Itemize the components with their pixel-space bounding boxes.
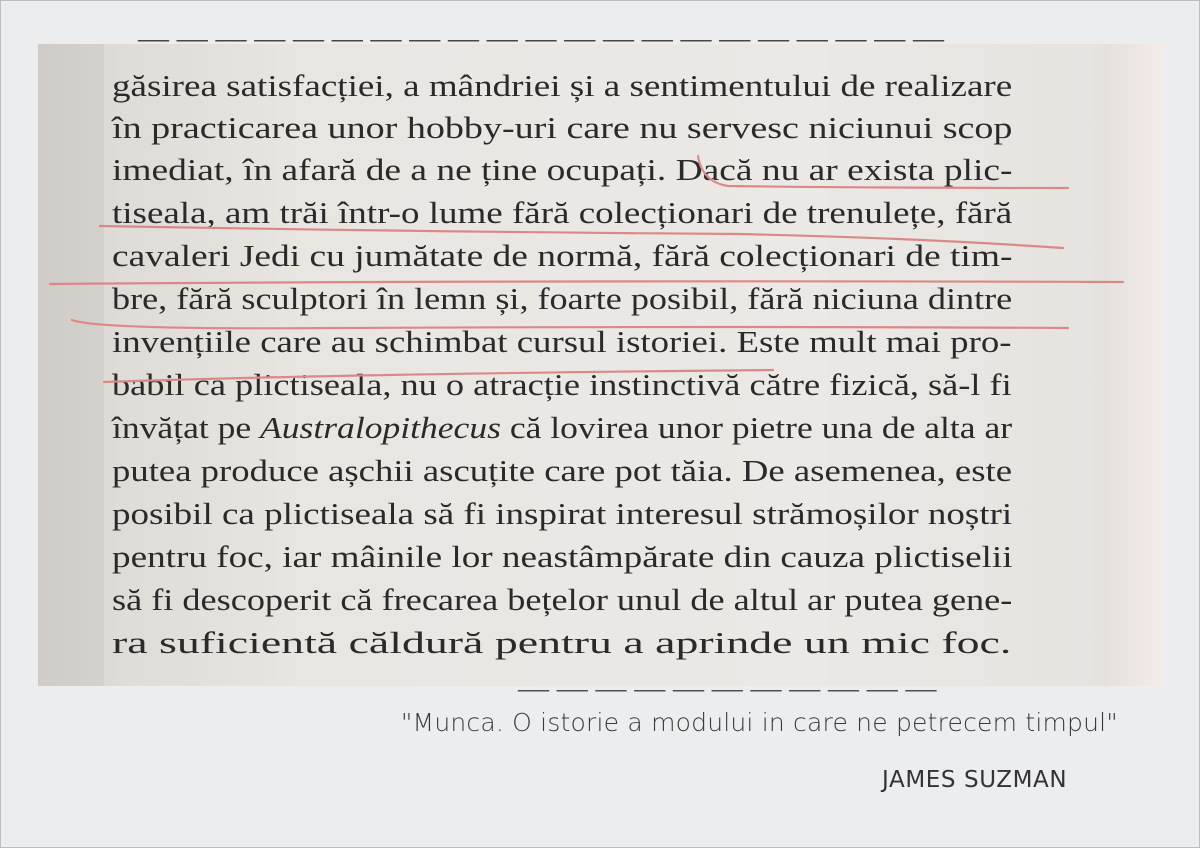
text-line-8: babil ca plictiseala, nu o atracție instinctivă către fizică, să-l fi	[112, 367, 1012, 402]
text-line-9: învățat pe Australopithecus că lovirea unor pietre una de alta ar	[112, 410, 1013, 445]
text-line-1: găsirea satisfacției, a mândriei și a sentimentului de realizare	[112, 68, 1013, 103]
text-line-10: putea produce așchii ascuțite care pot tăia. De asemenea, este	[112, 453, 1012, 488]
book-photo	[38, 20, 1164, 705]
cut-off-top-line: — — — — — — — — — — — — — — — — — — — — —	[138, 20, 944, 55]
text-line-4: tiseala, am trăi într-o lume fără colecționari de trenulețe, fără	[112, 195, 1013, 230]
text-line-11: posibil ca plictiseala să fi inspirat interesul strămoșilor noștri	[112, 496, 1013, 531]
text-line-14: ra suficientă căldură pentru a aprinde un mic foc.	[112, 625, 1012, 660]
text-line-5: cavaleri Jedi cu jumătate de normă, fără colecționari de tim-	[112, 238, 1013, 273]
cut-off-bottom-line: — — — — — — — — — — —	[518, 670, 937, 705]
text-line-7: invențiile care au schimbat cursul istoriei. Este mult mai pro-	[112, 324, 1012, 359]
underline-4	[72, 320, 1068, 328]
book-title-caption: "Munca. O istorie a modului in care ne petrecem timpul"	[400, 708, 1118, 737]
text-line-3: imediat, în afară de a ne ține ocupați. Dacă nu ar exista plic-	[112, 152, 1013, 187]
author-name: JAMES SUZMAN	[882, 767, 1068, 793]
text-line-12: pentru foc, iar mâinile lor neastâmpărate din cauza plictiselii	[112, 539, 1013, 574]
text-line-13: să fi descoperit că frecarea bețelor unul de altul ar putea gene-	[112, 582, 1013, 617]
text-line-6: bre, fără sculptori în lemn și, foarte posibil, fără niciuna dintre	[112, 281, 1013, 316]
underline-1	[698, 156, 1068, 188]
underline-3	[50, 281, 1123, 284]
underline-2	[100, 226, 1063, 248]
text-line-2: în practicarea unor hobby-uri care nu servesc niciunui scop	[112, 110, 1013, 145]
underline-5	[104, 370, 773, 382]
pen-underlines	[38, 44, 1164, 686]
